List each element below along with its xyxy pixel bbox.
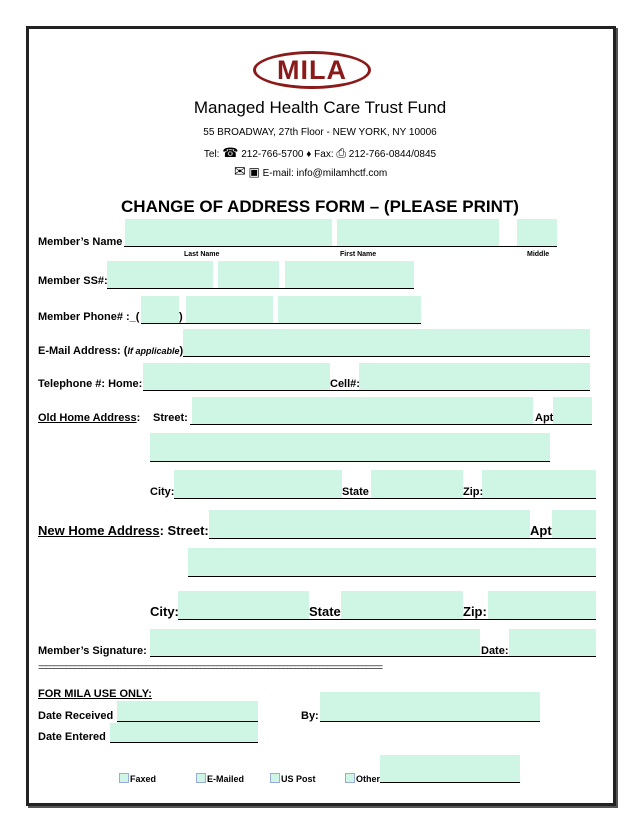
member-phone-label: Member Phone# :_(	[38, 311, 140, 323]
email-label	[38, 345, 183, 357]
mila-logo: MILA	[253, 51, 371, 89]
old-street-line2-field[interactable]	[150, 433, 550, 462]
option-other[interactable]	[345, 773, 380, 784]
telephone-icon: ☎	[222, 145, 239, 160]
other-method-field[interactable]	[380, 755, 520, 783]
separator-line: =======================================================================================	[38, 663, 382, 673]
tel-label: Tel:	[203, 149, 220, 160]
other-checkbox[interactable]	[345, 773, 355, 783]
new-street-line	[209, 538, 596, 539]
signature-date-label: Date:	[481, 645, 509, 657]
first-name-field[interactable]	[337, 219, 499, 246]
date-entered-label: Date Entered	[38, 731, 106, 743]
new-apt-field[interactable]	[552, 510, 596, 539]
received-by-field[interactable]	[320, 692, 540, 722]
office-use-heading: FOR MILA USE ONLY:	[38, 688, 152, 700]
new-home-address-text: New Home Address	[38, 523, 160, 538]
date-received-line	[117, 721, 258, 722]
date-received-label: Date Received	[38, 710, 114, 722]
old-street-line2	[150, 461, 550, 462]
us-post-label: US Post	[281, 774, 316, 784]
telephone-line	[143, 390, 590, 391]
fax-icon: ⎙	[336, 146, 347, 160]
new-state-label: State	[309, 604, 341, 619]
email-field[interactable]	[183, 329, 590, 357]
old-home-address-label	[38, 412, 140, 424]
signature-field[interactable]	[150, 629, 480, 657]
tel-number: 212-766-5700	[241, 149, 304, 160]
member-ss-label: Member SS#:	[38, 275, 108, 287]
other-line	[380, 782, 520, 783]
form-title: CHANGE OF ADDRESS FORM – (PLEASE PRINT)	[121, 197, 519, 216]
new-city-line	[178, 619, 596, 620]
last-name-caption: Last Name	[184, 251, 220, 258]
new-city-label: City:	[150, 604, 179, 619]
computer-icon: ▣	[248, 165, 260, 179]
old-street-line	[190, 424, 592, 425]
faxed-label: Faxed	[130, 774, 157, 784]
other-label: Other	[356, 774, 381, 784]
member-name-label: Member’s Name	[38, 236, 123, 248]
phone-line-field[interactable]	[278, 296, 421, 324]
old-state-field[interactable]	[371, 470, 463, 499]
phone-prefix-field[interactable]	[186, 296, 273, 324]
envelope-icon: ✉	[234, 163, 246, 179]
fax-label: Fax:	[314, 149, 334, 160]
us-post-checkbox[interactable]	[270, 773, 280, 783]
email-line	[234, 163, 387, 180]
by-line	[320, 721, 540, 722]
org-address: 55 BROADWAY, 27th Floor - NEW YORK, NY 10006	[203, 127, 437, 138]
new-street-label: : Street:	[159, 523, 209, 538]
new-street-field[interactable]	[209, 510, 530, 539]
new-street-line2	[188, 576, 596, 577]
old-city-line	[174, 498, 596, 499]
middle-name-field[interactable]	[517, 219, 557, 246]
old-home-colon: :	[136, 412, 141, 424]
telephone-home-label: Telephone #: Home:	[38, 378, 143, 390]
new-zip-label: Zip:	[463, 604, 487, 619]
email-label-close: )	[179, 345, 184, 357]
option-emailed[interactable]	[196, 773, 244, 784]
middle-name-caption: Middle	[527, 251, 550, 258]
date-entered-field[interactable]	[110, 723, 258, 743]
old-home-address-text: Old Home Address	[38, 412, 137, 424]
old-street-field[interactable]	[192, 397, 533, 425]
ss-part2-field[interactable]	[218, 261, 279, 289]
signature-label: Member’s Signature:	[38, 645, 147, 657]
new-zip-field[interactable]	[488, 591, 596, 620]
contact-email: E-mail: info@milamhctf.com	[262, 168, 388, 179]
old-zip-field[interactable]	[482, 470, 596, 499]
old-apt-label: Apt	[535, 412, 554, 424]
emailed-label: E-Mailed	[207, 774, 245, 784]
date-entered-line	[110, 742, 258, 743]
cell-label: Cell#:	[330, 378, 360, 390]
member-phone-close: )	[179, 311, 183, 323]
option-us-post[interactable]	[270, 773, 316, 784]
new-state-field[interactable]	[341, 591, 463, 620]
option-faxed[interactable]	[119, 773, 156, 784]
home-phone-field[interactable]	[143, 363, 330, 391]
cell-phone-field[interactable]	[359, 363, 590, 391]
emailed-checkbox[interactable]	[196, 773, 206, 783]
contact-line	[0, 145, 640, 161]
signature-line	[150, 656, 596, 657]
old-state-label: State	[342, 486, 369, 498]
member-name-line	[124, 246, 557, 247]
by-label: By:	[301, 710, 319, 722]
ss-part3-field[interactable]	[285, 261, 414, 289]
old-apt-field[interactable]	[553, 397, 592, 425]
new-city-field[interactable]	[178, 591, 309, 620]
old-city-field[interactable]	[174, 470, 342, 499]
old-zip-label: Zip:	[463, 486, 484, 498]
email-label-text: E-Mail Address: (	[38, 345, 128, 357]
email-note: If applicable	[127, 346, 180, 356]
new-home-address-label	[38, 523, 209, 538]
new-street-line2-field[interactable]	[188, 548, 596, 577]
phone-line	[141, 323, 421, 324]
diamond-icon: ♦	[306, 149, 312, 160]
new-apt-label: Apt	[530, 523, 552, 538]
last-name-field[interactable]	[125, 219, 332, 246]
fax-number: 212-766-0844/0845	[348, 149, 437, 160]
org-name: Managed Health Care Trust Fund	[193, 98, 447, 117]
signature-date-field[interactable]	[509, 629, 596, 657]
ss-line	[107, 288, 414, 289]
faxed-checkbox[interactable]	[119, 773, 129, 783]
phone-area-field[interactable]	[141, 296, 179, 324]
ss-part1-field[interactable]	[107, 261, 213, 289]
email-line	[183, 356, 590, 357]
first-name-caption: First Name	[340, 251, 377, 258]
old-city-label: City:	[150, 486, 175, 498]
old-street-label: Street:	[153, 412, 188, 424]
